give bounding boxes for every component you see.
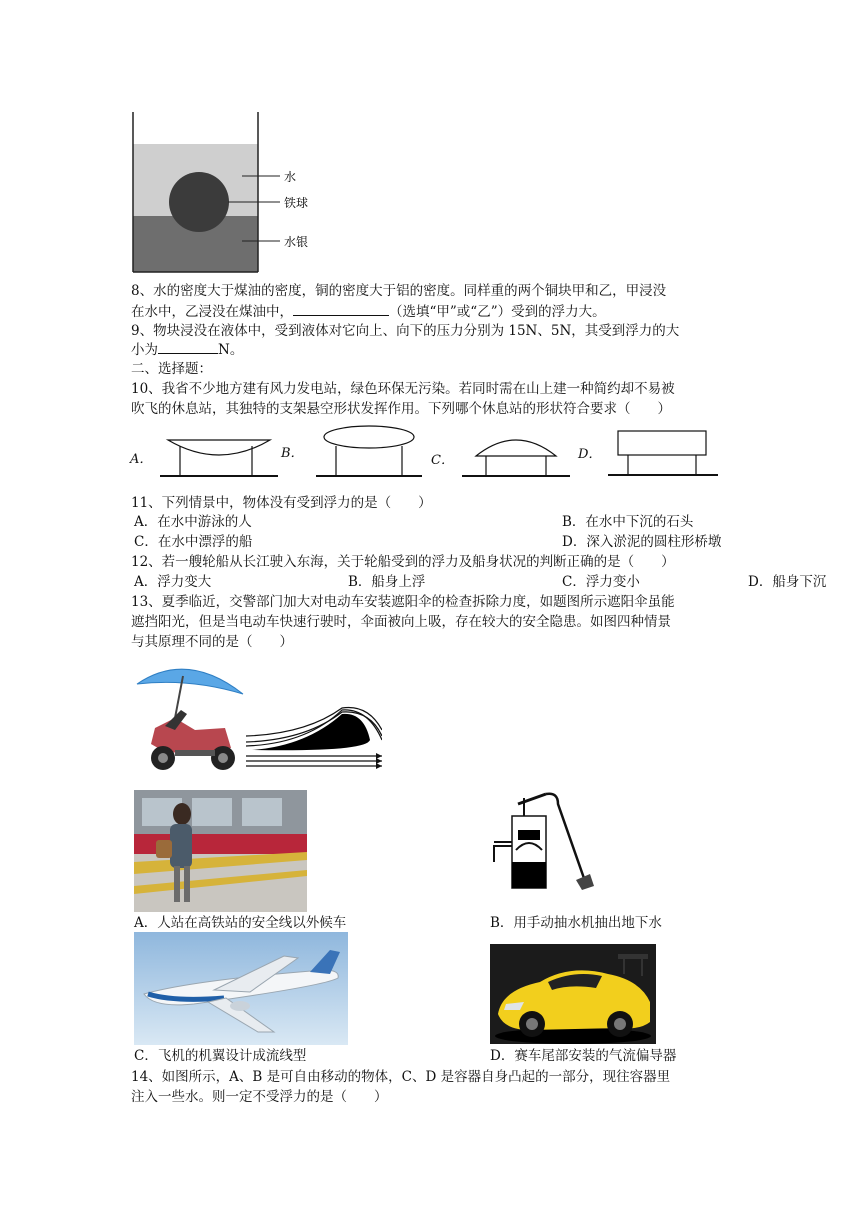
q14-line-2: 注入一些水。则一定不受浮力的是（ ） (131, 1089, 388, 1105)
q10-option-c-letter: C． (431, 453, 454, 468)
q12-option-b[interactable]: B．船身上浮 (348, 574, 426, 590)
race-car-photo (490, 944, 656, 1044)
q10-line-2: 吹飞的休息站，其独特的支架悬空形状发挥作用。下列哪个休息站的形状符合要求（ ） (131, 401, 671, 417)
scooter-umbrella-image (135, 658, 247, 776)
q11-stem: 11、下列情景中，物体没有受到浮力的是（ ） (131, 495, 432, 511)
q8-line-2-a: 在水中，乙浸没在煤油中， (131, 304, 293, 320)
q11-option-c[interactable]: C．在水中漂浮的船 (134, 534, 253, 550)
q12-option-c[interactable]: C．浮力变小 (562, 574, 640, 590)
q13-caption-c[interactable]: C．飞机的机翼设计成流线型 (134, 1048, 307, 1064)
label-water: 水 (284, 170, 297, 184)
q8-line-1: 8、水的密度大于煤油的密度，铜的密度大于铝的密度。同样重的两个铜块甲和乙，甲浸没 (131, 283, 667, 299)
q12-stem: 12、若一艘轮船从长江驶入东海，关于轮船受到的浮力及船身状况的判断正确的是（ ） (131, 554, 675, 570)
q8-line-2-b: （选填“甲”或“乙”）受到的浮力大。 (389, 304, 606, 320)
beaker-figure (128, 112, 328, 278)
q13-caption-d[interactable]: D．赛车尾部安装的气流偏导器 (490, 1048, 677, 1064)
q10-line-1: 10、我省不少地方建有风力发电站，绿色环保无污染。若同时需在山上建一种简约却不易被 (131, 381, 675, 397)
q12-option-d[interactable]: D．船身下沉 (748, 574, 827, 590)
section-choice-heading: 二、选择题： (131, 361, 212, 377)
q8-line-2 (131, 302, 606, 322)
train-station-photo (134, 790, 307, 912)
airplane-photo (134, 932, 348, 1045)
q8-answer-blank[interactable] (293, 302, 389, 316)
airfoil-streamline-diagram (246, 706, 382, 772)
q10-option-a-letter: A． (130, 452, 153, 467)
label-iron-ball: 铁球 (284, 196, 309, 210)
q10-option-d-shelter[interactable] (608, 428, 718, 480)
q13-line-2: 遮挡阳光，但是当电动车快速行驶时，伞面被向上吸，存在较大的安全隐患。如图四种情景 (131, 614, 671, 630)
q9-answer-blank[interactable] (158, 340, 218, 354)
q10-option-d-letter: D． (578, 447, 602, 462)
q9-line-2 (131, 340, 243, 360)
hand-pump-diagram (490, 790, 600, 902)
q10-option-a-shelter[interactable] (160, 428, 278, 480)
q11-option-a[interactable]: A．在水中游泳的人 (134, 514, 252, 530)
q10-option-b-letter: B． (281, 446, 304, 461)
q13-caption-b[interactable]: B．用手动抽水机抽出地下水 (490, 915, 662, 931)
q14-line-1: 14、如图所示，A、B 是可自由移动的物体，C、D 是容器自身凸起的一部分，现往容器里 (131, 1069, 671, 1085)
q9-line-2-a: 小为 (131, 342, 158, 358)
q11-option-b[interactable]: B．在水中下沉的石头 (562, 514, 694, 530)
iron-ball (169, 172, 229, 232)
q13-line-3: 与其原理不同的是（ ） (131, 634, 293, 650)
label-mercury: 水银 (284, 235, 309, 249)
q9-line-1: 9、物块浸没在液体中，受到液体对它向上、向下的压力分别为 15N、5N，其受到浮力的大 (131, 323, 680, 339)
q9-line-2-b: N。 (218, 342, 244, 358)
q13-line-1: 13、夏季临近，交警部门加大对电动车安装遮阳伞的检查拆除力度，如题图所示遮阳伞虽能 (131, 594, 675, 610)
q10-option-c-shelter[interactable] (462, 430, 570, 480)
q11-option-d[interactable]: D．深入淤泥的圆柱形桥墩 (562, 534, 722, 550)
q10-option-b-shelter[interactable] (316, 424, 422, 480)
q12-option-a[interactable]: A．浮力变大 (134, 574, 212, 590)
q13-caption-a[interactable]: A．人站在高铁站的安全线以外候车 (134, 915, 347, 931)
